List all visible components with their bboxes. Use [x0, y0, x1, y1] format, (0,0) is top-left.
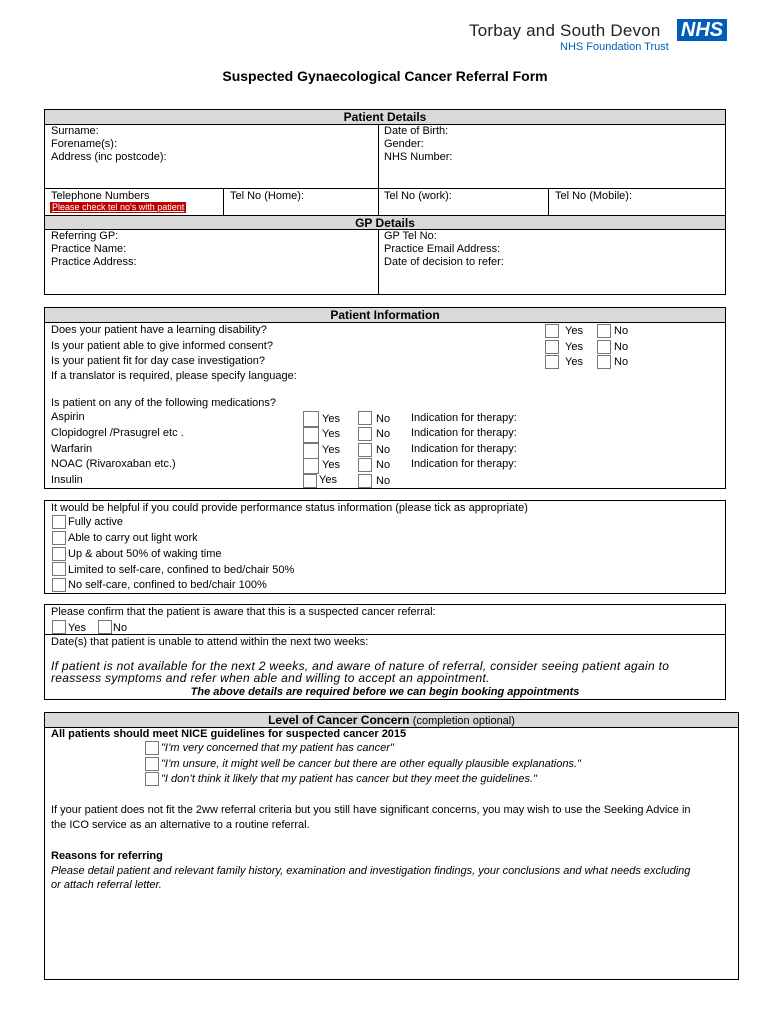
- medication-insulin: Insulin: [51, 474, 83, 486]
- practice-email-label: Practice Email Address:: [384, 243, 501, 255]
- option-limited-self-care: Limited to self-care, confined to bed/chair 50%: [68, 564, 295, 576]
- not-likely-checkbox[interactable]: [145, 772, 159, 786]
- nhs-number-label: NHS Number:: [384, 151, 453, 163]
- awareness-confirm: Please confirm that the patient is aware that this is a suspected cancer referral:: [51, 606, 436, 618]
- aware-no-label: No: [113, 622, 128, 634]
- consent-yes-checkbox[interactable]: [545, 340, 559, 354]
- trust-name: NHS Foundation Trust: [560, 41, 669, 53]
- gp-details-header: GP Details: [45, 215, 725, 230]
- gp-tel-label: GP Tel No:: [384, 230, 437, 242]
- learning-disability-yes-checkbox[interactable]: [545, 324, 559, 338]
- warfarin-no-checkbox[interactable]: [358, 443, 372, 457]
- aspirin-yes-checkbox[interactable]: [303, 411, 319, 427]
- reasons-instruction-2: or attach referral letter.: [51, 879, 162, 891]
- surname-label: Surname:: [51, 125, 99, 137]
- no-label: No: [614, 325, 629, 337]
- performance-intro: It would be helpful if you could provide performance status information (please tick as appropriate): [51, 502, 528, 514]
- telephone-label: Telephone Numbers: [51, 190, 150, 202]
- insulin-no-checkbox[interactable]: [358, 474, 372, 488]
- unable-attend-label: Date(s) that patient is unable to attend within the next two weeks:: [51, 636, 369, 648]
- concern-option-not-likely: "I don’t think it likely that my patient has cancer but they meet the guidelines.": [161, 773, 537, 785]
- no-label: No: [376, 413, 391, 425]
- yes-label: Yes: [565, 325, 583, 337]
- concern-optional-note: (completion optional): [412, 715, 515, 727]
- aware-no-checkbox[interactable]: [98, 620, 112, 634]
- consent-question: Is your patient able to give informed consent?: [51, 340, 273, 352]
- aspirin-indication-label: Indication for therapy:: [411, 412, 517, 424]
- availability-note-2: reassess symptoms and refer when able and willing to accept an appointment.: [51, 671, 490, 685]
- option-fully-active: Fully active: [68, 516, 124, 528]
- tel-work-label: Tel No (work):: [384, 190, 452, 202]
- address-label: Address (inc postcode):: [51, 151, 167, 163]
- unsure-checkbox[interactable]: [145, 757, 159, 771]
- availability-note-1: If patient is not available for the next 2 weeks, and aware of nature of referral, consider seeing patient again to: [51, 659, 670, 673]
- insulin-yes-checkbox[interactable]: [303, 474, 317, 488]
- yes-label: Yes: [565, 341, 583, 353]
- concern-option-unsure: "I’m unsure, it might well be cancer but there are other equally plausible explanations.": [161, 758, 581, 770]
- form-title: Suspected Gynaecological Cancer Referral Form: [222, 68, 548, 84]
- practice-address-label: Practice Address:: [51, 256, 137, 268]
- no-self-care-checkbox[interactable]: [52, 578, 66, 592]
- day-case-question: Is your patient fit for day case investigation?: [51, 355, 266, 367]
- tel-home-label: Tel No (Home):: [230, 190, 304, 202]
- org-name: Torbay and South Devon: [469, 21, 661, 40]
- noac-yes-checkbox[interactable]: [303, 458, 319, 474]
- medication-noac: NOAC (Rivaroxaban etc.): [51, 458, 176, 470]
- up-about-checkbox[interactable]: [52, 547, 66, 561]
- yes-label: Yes: [319, 474, 337, 486]
- concern-title: Level of Cancer Concern: [268, 713, 410, 727]
- clopidogrel-no-checkbox[interactable]: [358, 427, 372, 441]
- option-up-about: Up & about 50% of waking time: [68, 548, 222, 560]
- practice-name-label: Practice Name:: [51, 243, 127, 255]
- advice-line-2: the ICO service as an alternative to a routine referral.: [51, 819, 310, 831]
- noac-no-checkbox[interactable]: [358, 458, 372, 472]
- aspirin-no-checkbox[interactable]: [358, 411, 372, 425]
- aware-yes-label: Yes: [68, 622, 86, 634]
- option-no-self-care: No self-care, confined to bed/chair 100%: [68, 579, 267, 591]
- yes-label: Yes: [322, 459, 340, 471]
- light-work-checkbox[interactable]: [52, 531, 66, 545]
- gender-label: Gender:: [384, 138, 424, 150]
- no-label: No: [376, 475, 391, 487]
- day-case-yes-checkbox[interactable]: [545, 355, 559, 369]
- tel-mobile-label: Tel No (Mobile):: [555, 190, 633, 202]
- translator-question: If a translator is required, please specify language:: [51, 370, 297, 382]
- yes-label: Yes: [322, 428, 340, 440]
- decision-date-label: Date of decision to refer:: [384, 256, 504, 268]
- limited-self-care-checkbox[interactable]: [52, 562, 66, 576]
- no-label: No: [614, 341, 629, 353]
- patient-details-header: Patient Details: [45, 110, 725, 125]
- concern-option-very: "I’m very concerned that my patient has cancer": [161, 742, 394, 754]
- medications-question: Is patient on any of the following medications?: [51, 397, 277, 409]
- forenames-label: Forename(s):: [51, 138, 118, 150]
- warfarin-yes-checkbox[interactable]: [303, 443, 319, 459]
- nhs-logo: NHS: [677, 19, 727, 41]
- nice-guidelines-note: All patients should meet NICE guidelines for suspected cancer 2015: [51, 728, 407, 740]
- dob-label: Date of Birth:: [384, 125, 449, 137]
- advice-line-1: If your patient does not fit the 2ww referral criteria but you still have significant concerns, you may wish to use the Seeking Advice in: [51, 804, 691, 816]
- reasons-instruction-1: Please detail patient and relevant family history, examination and investigation findings, your conclusions and what needs excluding: [51, 865, 691, 877]
- option-light-work: Able to carry out light work: [68, 532, 198, 544]
- warfarin-indication-label: Indication for therapy:: [411, 443, 517, 455]
- day-case-no-checkbox[interactable]: [597, 355, 611, 369]
- referring-gp-label: Referring GP:: [51, 230, 119, 242]
- yes-label: Yes: [565, 356, 583, 368]
- medication-warfarin: Warfarin: [51, 443, 93, 455]
- tel-warning: Please check tel no's with patient: [52, 202, 185, 212]
- no-label: No: [376, 428, 391, 440]
- yes-label: Yes: [322, 413, 340, 425]
- learning-disability-question: Does your patient have a learning disability?: [51, 324, 267, 336]
- noac-indication-label: Indication for therapy:: [411, 458, 517, 470]
- clopidogrel-yes-checkbox[interactable]: [303, 427, 319, 443]
- clopidogrel-indication-label: Indication for therapy:: [411, 427, 517, 439]
- no-label: No: [376, 444, 391, 456]
- concern-header: [45, 713, 738, 728]
- reasons-title: Reasons for referring: [51, 850, 163, 862]
- yes-label: Yes: [322, 444, 340, 456]
- medication-clopidogrel: Clopidogrel /Prasugrel etc .: [51, 427, 184, 439]
- no-label: No: [376, 459, 391, 471]
- medication-aspirin: Aspirin: [51, 411, 85, 423]
- no-label: No: [614, 356, 629, 368]
- required-note: The above details are required before we can begin booking appointments: [190, 686, 580, 698]
- patient-info-header: Patient Information: [45, 308, 725, 323]
- very-concerned-checkbox[interactable]: [145, 741, 159, 755]
- consent-no-checkbox[interactable]: [597, 340, 611, 354]
- aware-yes-checkbox[interactable]: [52, 620, 66, 634]
- fully-active-checkbox[interactable]: [52, 515, 66, 529]
- learning-disability-no-checkbox[interactable]: [597, 324, 611, 338]
